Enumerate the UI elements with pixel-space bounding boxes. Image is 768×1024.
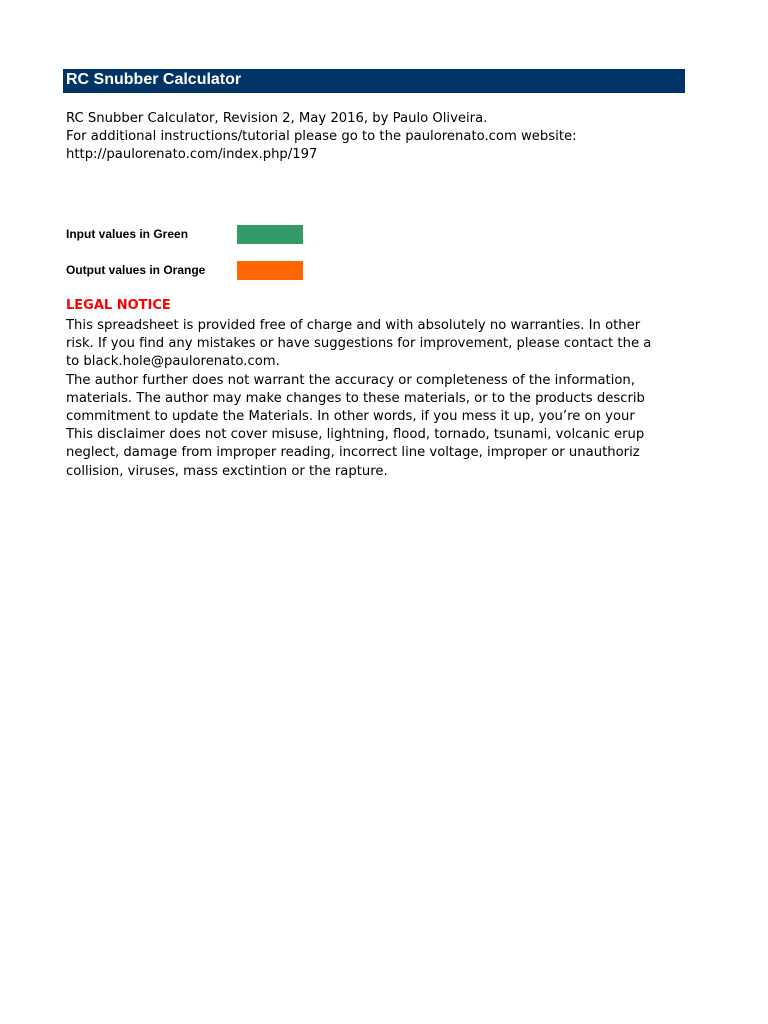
legend-input-label: Input values in Green bbox=[66, 227, 189, 241]
legal-line: risk. If you find any mistakes or have suggestions for improvement, please contact the a bbox=[66, 336, 652, 352]
legal-line: to black.hole@paulorenato.com. bbox=[66, 354, 280, 370]
legal-line: collision, viruses, mass exctintion or the rapture. bbox=[66, 463, 388, 479]
legal-notice-heading: LEGAL NOTICE bbox=[66, 298, 171, 313]
intro-line-instructions: For additional instructions/tutorial please go to the paulorenato.com website: bbox=[66, 129, 577, 144]
legal-line: neglect, damage from improper reading, incorrect line voltage, improper or unauthoriz bbox=[66, 445, 640, 461]
legal-line: commitment to update the Materials. In other words, if you mess it up, you’re on your bbox=[66, 409, 635, 425]
intro-line-revision: RC Snubber Calculator, Revision 2, May 2016, by Paulo Oliveira. bbox=[66, 111, 488, 126]
legend-output-label: Output values in Orange bbox=[66, 263, 206, 277]
intro-block bbox=[66, 110, 685, 164]
legal-line: The author further does not warrant the accuracy or completeness of the information, bbox=[66, 372, 635, 388]
intro-line-url: http://paulorenato.com/index.php/197 bbox=[66, 147, 318, 162]
title-bar bbox=[63, 69, 685, 93]
legend-output-swatch bbox=[237, 261, 303, 280]
legal-line: This spreadsheet is provided free of charge and with absolutely no warranties. In other bbox=[66, 318, 641, 333]
legal-line: This disclaimer does not cover misuse, lightning, flood, tornado, tsunami, volcanic erup bbox=[66, 427, 645, 443]
legend-input-swatch bbox=[237, 225, 303, 244]
legal-line: materials. The author may make changes to these materials, or to the products describ bbox=[66, 390, 645, 406]
legal-notice-body bbox=[66, 317, 685, 481]
page-title: RC Snubber Calculator bbox=[66, 71, 242, 88]
